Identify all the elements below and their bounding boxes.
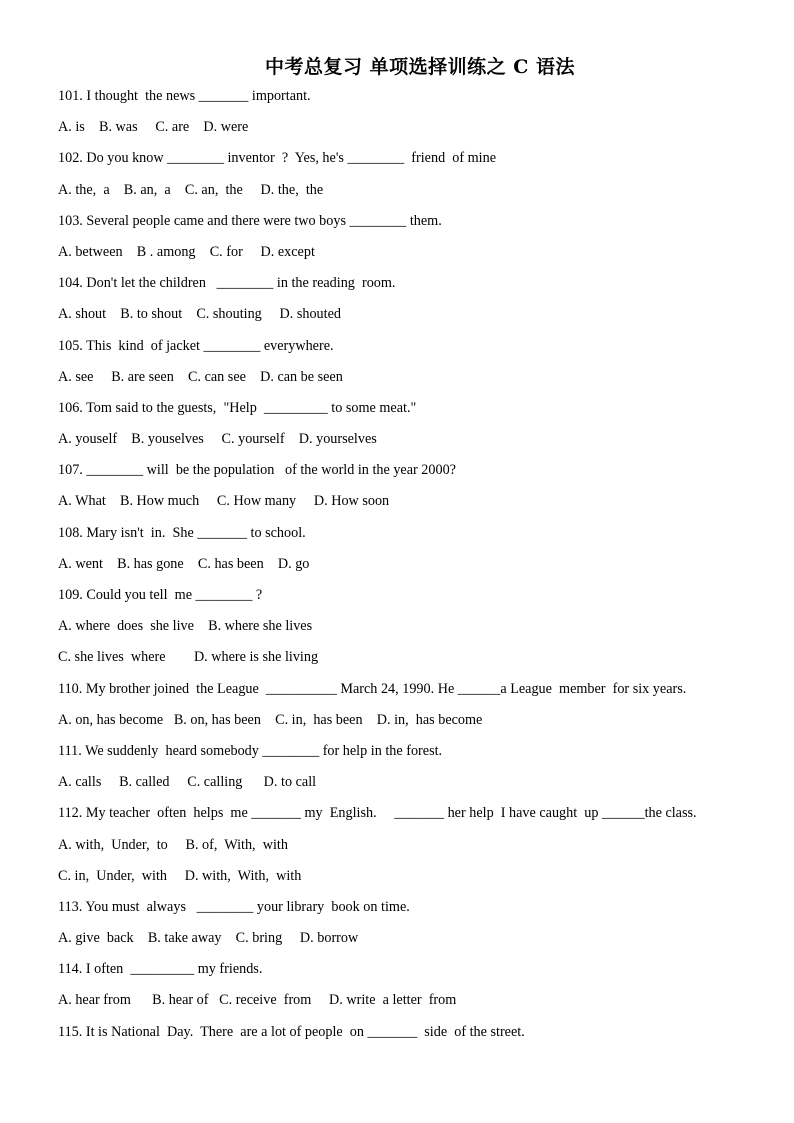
options-101: A. is B. was C. are D. were [58, 119, 249, 136]
options-111: A. calls B. called C. calling D. to call [58, 774, 317, 791]
question-108: 108. Mary isn't in. She _______ to school. [58, 524, 306, 541]
question-110: 110. My brother joined the League __________ March 24, 1990. He ______a League member for six years. [58, 680, 687, 697]
options-112-cd: C. in, Under, with D. with, With, with [58, 867, 302, 884]
question-114: 114. I often _________ my friends. [58, 961, 263, 978]
question-115: 115. It is National Day. There are a lot of people on _______ side of the street. [58, 1023, 525, 1040]
options-108: A. went B. has gone C. has been D. go [58, 555, 310, 572]
options-104: A. shout B. to shout C. shouting D. shouted [58, 306, 341, 323]
options-102: A. the, a B. an, a C. an, the D. the, the [58, 181, 324, 198]
question-105: 105. This kind of jacket ________ everywhere. [58, 337, 334, 354]
question-112: 112. My teacher often helps me _______ my English. _______ her help I have caught up ______the class. [58, 805, 697, 822]
options-107: A. What B. How much C. How many D. How soon [58, 493, 390, 510]
options-105: A. see B. are seen C. can see D. can be seen [58, 368, 343, 385]
question-103: 103. Several people came and there were two boys ________ them. [58, 212, 442, 229]
options-109-ab: A. where does she live B. where she lives [58, 618, 313, 635]
options-106: A. youself B. youselves C. yourself D. yourselves [58, 431, 377, 448]
question-106: 106. Tom said to the guests, "Help _________ to some meat." [58, 399, 417, 416]
question-102: 102. Do you know ________ inventor ? Yes, he's ________ friend of mine [58, 150, 496, 167]
options-112-ab: A. with, Under, to B. of, With, with [58, 836, 288, 853]
question-113: 113. You must always ________ your library book on time. [58, 898, 410, 915]
options-110: A. on, has become B. on, has been C. in, has been D. in, has become [58, 711, 483, 728]
options-109-cd: C. she lives where D. where is she living [58, 649, 319, 666]
options-113: A. give back B. take away C. bring D. borrow [58, 930, 359, 947]
question-111: 111. We suddenly heard somebody ________ for help in the forest. [58, 742, 443, 759]
question-107: 107. ________ will be the population of the world in the year 2000? [58, 462, 456, 479]
page-title: 中考总复习 单项选择训练之 C 语法 [265, 56, 575, 78]
question-104: 104. Don't let the children ________ in the reading room. [58, 275, 396, 292]
question-101: 101. I thought the news _______ important. [58, 88, 311, 104]
options-114: A. hear from B. hear of C. receive from D. write a letter from [58, 992, 457, 1009]
options-103: A. between B . among C. for D. except [58, 243, 315, 260]
question-list [58, 86, 778, 1053]
question-109: 109. Could you tell me ________ ? [58, 587, 263, 603]
